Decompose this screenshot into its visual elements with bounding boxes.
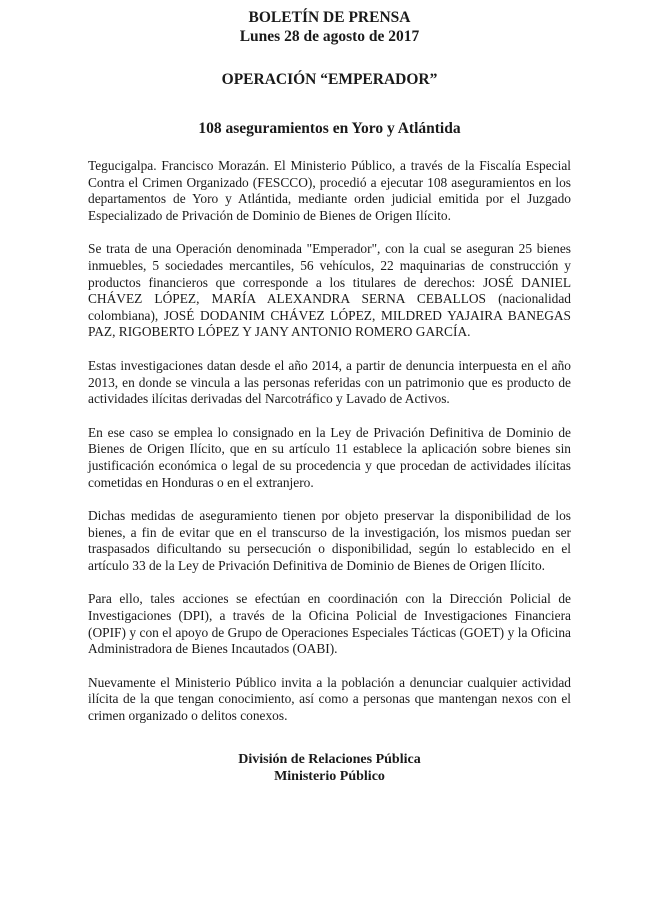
header-date: Lunes 28 de agosto de 2017 bbox=[239, 28, 420, 45]
footer-ministry: Ministerio Público bbox=[274, 768, 385, 784]
document-header bbox=[88, 8, 571, 46]
operation-title: OPERACIÓN “EMPERADOR” bbox=[221, 71, 438, 88]
document-subtitle: 108 aseguramientos en Yoro y Atlántida bbox=[198, 120, 461, 137]
paragraph-2: Se trata de una Operación denominada "Emperador", con la cual se aseguran 25 bienes inmuebles, 5 sociedades mercantiles, 56 vehículos, 22 maquinarias de construcción y productos financieros que corresponde a los titulares de derechos: JOSÉ DANIEL CHÁVEZ LÓPEZ, MARÍA ALEXANDRA SERNA CEBALLOS (nacionalidad colombiana), JOSÉ DODANIM CHÁVEZ LÓPEZ, MILDRED YAJAIRA BANEGAS PAZ, RIGOBERTO LÓPEZ Y JANY ANTONIO ROMERO GARCÍA. bbox=[88, 241, 571, 340]
paragraph-3: Estas investigaciones datan desde el año 2014, a partir de denuncia interpuesta en el año 2013, en donde se vincula a las personas referidas con un patrimonio que es producto de actividades ilícitas derivadas del Narcotráfico y Lavado de Activos. bbox=[88, 357, 571, 407]
document-footer bbox=[88, 751, 571, 785]
paragraph-5: Dichas medidas de aseguramiento tienen por objeto preservar la disponibilidad de los bienes, a fin de evitar que en el transcurso de la investigación, los mismos puedan ser traspasados dificultando su persecución o disponibilidad, según lo establecido en el artículo 33 de la Ley de Privación Definitiva de Dominio de Bienes de Origen Ilícito. bbox=[88, 508, 571, 573]
paragraph-1: Tegucigalpa. Francisco Morazán. El Ministerio Público, a través de la Fiscalía Especial Contra el Crimen Organizado (FESCCO), procedió a ejecutar 108 aseguramientos en los departamentos de Yoro y Atlántida, mediante orden judicial emitida por el Juzgado Especializado de Privación de Dominio de Bienes de Origen Ilícito. bbox=[88, 158, 571, 223]
document-body bbox=[88, 158, 571, 725]
paragraph-4: En ese caso se emplea lo consignado en la Ley de Privación Definitiva de Dominio de Bienes de Origen Ilícito, que en su artículo 11 establece la aplicación sobre bienes sin justificación económica o legal de su procedencia y que procedan de actividades ilícitas cometidas en Honduras o en el extranjero. bbox=[88, 424, 571, 490]
paragraph-6: Para ello, tales acciones se efectúan en coordinación con la Dirección Policial de Investigaciones (DPI), a través de la Oficina Policial de Investigaciones Financiera (OPIF) y con el apoyo de Grupo de Operaciones Especiales Tácticas (GOET) y la Oficina Administradora de Bienes Incautados (OABI). bbox=[88, 591, 571, 657]
header-title: BOLETÍN DE PRENSA bbox=[248, 9, 411, 26]
paragraph-7: Nuevamente el Ministerio Público invita a la población a denunciar cualquier actividad ilícita de la que tengan conocimiento, así como a personas que mantengan nexos con el crimen organizado o delitos conexos. bbox=[88, 674, 571, 724]
footer-division: División de Relaciones Pública bbox=[238, 751, 421, 767]
